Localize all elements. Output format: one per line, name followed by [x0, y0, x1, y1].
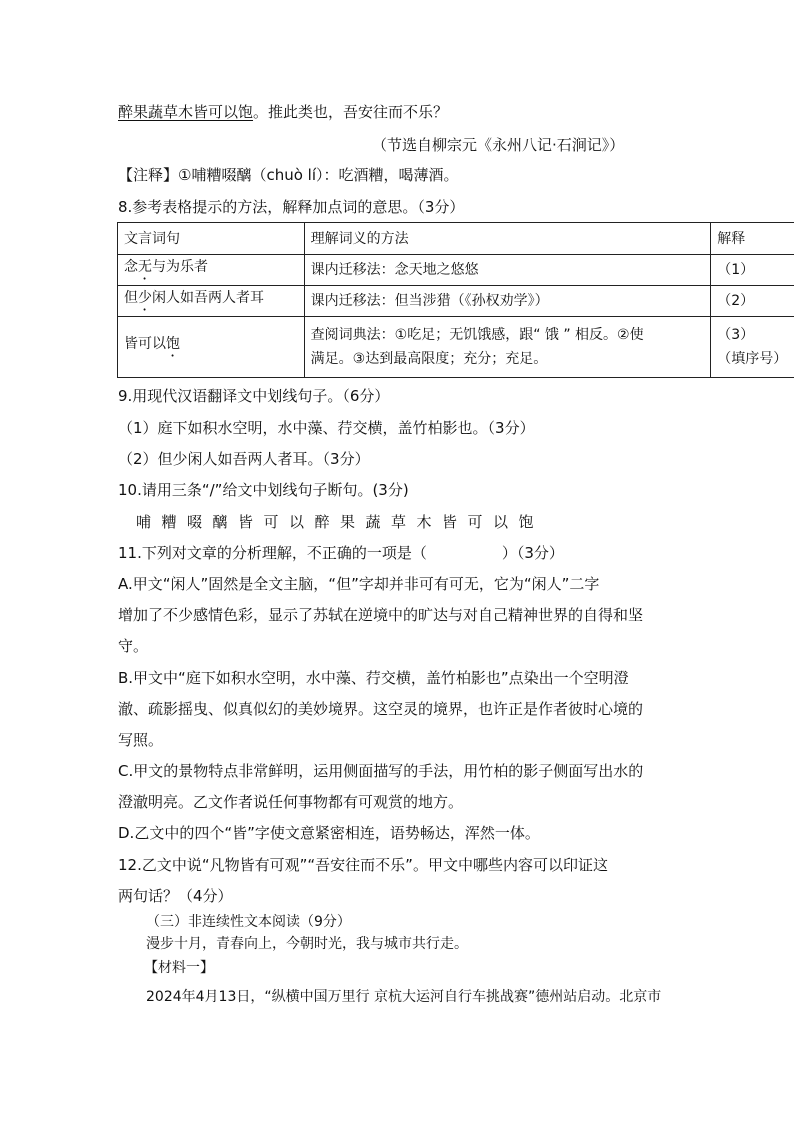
- header-answer: 解释: [711, 223, 794, 255]
- question-11-prompt: 11.下列对文章的分析理解，不正确的一项是（ ）（3分）: [118, 544, 564, 562]
- option-b-line-3: 写照。: [118, 731, 164, 749]
- question-12-line-1: 12.乙文中说“凡物皆有可观”“吾安往而不乐”。甲文中哪些内容可以印证这: [118, 856, 608, 874]
- option-b-line-2: 澈、疏影摇曳、似真似幻的美妙境界。这空灵的境界，也许正是作者彼时心境的: [118, 700, 644, 718]
- method-cell: 查阅词典法：①吃足；无饥饿感，跟“ 饿 ” 相反。②使 满足。③达到最高限度；充分；充足。: [304, 317, 711, 378]
- question-10-sentence: 哺糟啜醨皆可以醉果蔬草木皆可以饱: [136, 513, 545, 531]
- dotted-word: 饱: [166, 336, 180, 352]
- question-9-item-2: （2）但少闲人如吾两人者耳。（3分）: [118, 450, 370, 468]
- table-row: [118, 286, 794, 317]
- material-1-paragraph: 2024年4月13日，“纵横中国万里行 京杭大运河自行车挑战赛”德州站启动。北京市: [146, 989, 662, 1005]
- phrase-cell: 念无与为乐者: [118, 255, 305, 286]
- question-10-prompt: 10.请用三条“/”给文中划线句子断句。(3分): [118, 481, 409, 499]
- option-a-line-2: 增加了不少感情色彩，显示了苏轼在逆境中的旷达与对自己精神世界的自得和坚: [118, 606, 644, 624]
- source-citation: （节选自柳宗元《永州八记·石涧记》）: [372, 136, 625, 154]
- material-1-heading: 【材料一】: [144, 960, 214, 976]
- option-c-line-2: 澄澈明亮。乙文作者说任何事物都有可观赏的地方。: [118, 793, 464, 811]
- option-b-line-1: B.甲文中“庭下如积水空明，水中藻、荇交横，盖竹柏影也”点染出一个空明澄: [118, 669, 629, 687]
- option-d-line-1: D.乙文中的四个“皆”字使文意紧密相连，语势畅达，浑然一体。: [118, 824, 540, 842]
- table-row: [118, 317, 794, 378]
- table-header-row: [118, 223, 794, 255]
- question-9-prompt: 9.用现代汉语翻译文中划线句子。（6分）: [118, 387, 390, 405]
- header-phrase: 文言词句: [118, 223, 305, 255]
- question-8-prompt: 8.参考表格提示的方法，解释加点词的意思。（3分）: [118, 198, 465, 216]
- option-a-line-3: 守。: [118, 637, 149, 655]
- answer-cell: （1）: [711, 255, 794, 286]
- annotation-note: 【注释】①哺糟啜醨（chuò lí）：吃酒糟，喝薄酒。: [118, 166, 459, 184]
- passage-tail: 。推此类也，吾安往而不乐？: [253, 103, 449, 121]
- answer-cell: （2）: [711, 286, 794, 317]
- answer-cell: （3） （填序号）: [711, 317, 794, 378]
- question-9-item-1: （1）庭下如积水空明，水中藻、荇交横，盖竹柏影也。（3分）: [118, 419, 535, 437]
- section-3-intro: 漫步十月，青春向上，今朝时光，我与城市共行走。: [146, 936, 468, 952]
- phrase-cell: 但少闲人如吾两人者耳: [118, 286, 305, 317]
- vocab-table: [117, 222, 794, 378]
- section-3-heading: （三）非连续性文本阅读（9分）: [146, 914, 351, 930]
- option-c-line-1: C.甲文的景物特点非常鲜明，运用侧面描写的手法，用竹柏的影子侧面写出水的: [118, 762, 644, 780]
- dotted-word: 无: [138, 259, 152, 275]
- underlined-sentence: 醉果蔬草木皆可以饱: [118, 103, 254, 121]
- question-12-line-2: 两句话？（4分）: [118, 887, 233, 905]
- passage-last-line: [118, 102, 448, 122]
- header-method: 理解词义的方法: [304, 223, 711, 255]
- dotted-word: 少: [138, 290, 152, 306]
- option-a-line-1: A.甲文“闲人”固然是全文主脑，“但”字却并非可有可无，它为“闲人”二字: [118, 575, 600, 593]
- method-cell: 课内迁移法：念天地之悠悠: [304, 255, 711, 286]
- table-row: [118, 255, 794, 286]
- method-cell: 课内迁移法：但当涉猎（《孙权劝学》）: [304, 286, 711, 317]
- phrase-cell: 皆可以饱: [118, 317, 305, 378]
